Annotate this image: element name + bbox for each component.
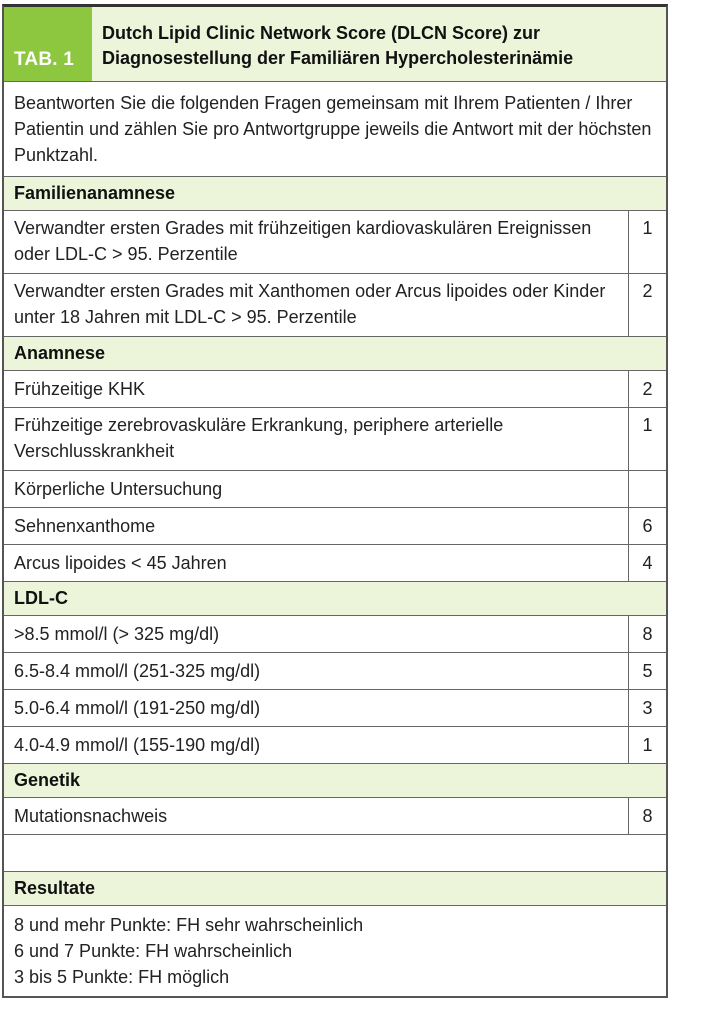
table-number-label: TAB. 1 — [4, 7, 92, 81]
result-line: 6 und 7 Punkte: FH wahrscheinlich — [14, 941, 293, 961]
criterion-text: 5.0-6.4 mmol/l (191-250 mg/dl) — [14, 698, 261, 718]
table-row — [4, 371, 666, 408]
points-value: 2 — [628, 371, 666, 407]
criterion-text: Verwandter ersten Grades mit frühzeitigen kardiovaskulären Ereignissen oder LDL-C > 95. Perzentile — [14, 218, 592, 264]
criterion-text: Mutationsnachweis — [14, 806, 168, 826]
result-line: 3 bis 5 Punkte: FH möglich — [14, 967, 230, 987]
table-row — [4, 508, 666, 545]
table-title — [92, 7, 666, 81]
table-row — [4, 274, 666, 337]
points-value — [628, 471, 666, 507]
instructions-text: Beantworten Sie die folgenden Fragen gemeinsam mit Ihrem Patienten / Ihrer Patientin und zählen Sie pro Antwortgruppe jeweils die Antwort mit der höchsten Punktzahl. — [4, 82, 666, 177]
criterion-text: Sehnenxanthome — [14, 516, 156, 536]
criterion-text: Frühzeitige KHK — [14, 379, 146, 399]
results-text — [4, 906, 666, 996]
table-row — [4, 798, 666, 835]
criterion-text: >8.5 mmol/l (> 325 mg/dl) — [14, 624, 220, 644]
table-row — [4, 471, 666, 508]
table-row — [4, 408, 666, 471]
table-row — [4, 211, 666, 274]
dlcn-score-table — [2, 4, 668, 998]
points-value: 8 — [628, 798, 666, 834]
criterion-text: Körperliche Untersuchung — [14, 479, 223, 499]
table-row — [4, 653, 666, 690]
points-value: 2 — [628, 274, 666, 336]
table-row — [4, 727, 666, 764]
criterion-text: Verwandter ersten Grades mit Xanthomen oder Arcus lipoides oder Kinder unter 18 Jahren mit LDL-C > 95. Perzentile — [14, 281, 606, 327]
section-header-ldlc: LDL-C — [4, 582, 666, 616]
section-header-genetik: Genetik — [4, 764, 666, 798]
points-value: 1 — [628, 408, 666, 470]
points-value: 8 — [628, 616, 666, 652]
points-value: 5 — [628, 653, 666, 689]
criterion-text: Frühzeitige zerebrovaskuläre Erkrankung, periphere arterielle Verschlusskrankheit — [14, 415, 504, 461]
empty-row — [4, 835, 666, 872]
section-header-familienanamnese: Familienanamnese — [4, 177, 666, 211]
table-row — [4, 545, 666, 582]
points-value: 3 — [628, 690, 666, 726]
points-value: 1 — [628, 727, 666, 763]
result-line: 8 und mehr Punkte: FH sehr wahrscheinlich — [14, 915, 364, 935]
table-row — [4, 616, 666, 653]
criterion-text: 4.0-4.9 mmol/l (155-190 mg/dl) — [14, 735, 261, 755]
table-header — [4, 7, 666, 82]
criterion-text: 6.5-8.4 mmol/l (251-325 mg/dl) — [14, 661, 261, 681]
table-title-line-1: Dutch Lipid Clinic Network Score (DLCN Score) zur — [102, 23, 541, 43]
points-value: 6 — [628, 508, 666, 544]
table-row — [4, 690, 666, 727]
points-value: 1 — [628, 211, 666, 273]
criterion-text: Arcus lipoides < 45 Jahren — [14, 553, 227, 573]
table-title-line-2: Diagnosestellung der Familiären Hypercholesterinämie — [102, 48, 574, 68]
section-header-resultate: Resultate — [4, 872, 666, 906]
points-value: 4 — [628, 545, 666, 581]
section-header-anamnese: Anamnese — [4, 337, 666, 371]
